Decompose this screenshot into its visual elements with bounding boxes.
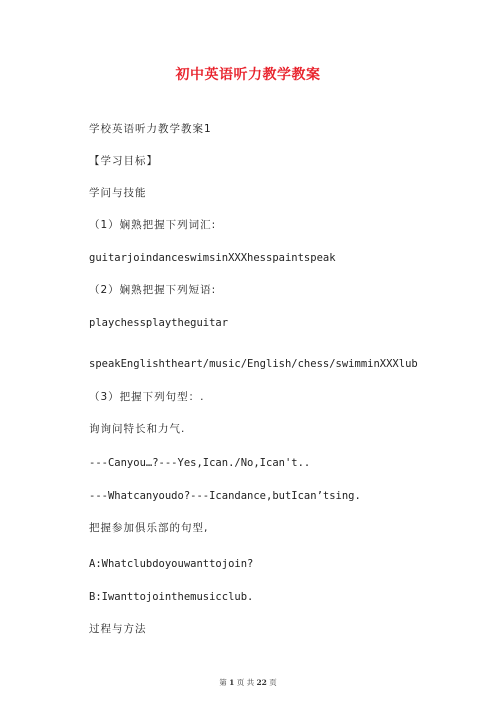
page-footer (0, 677, 496, 688)
dialogue-line-2: ---Whatcanyoudo?---Icandance,butIcan’tsing. (89, 490, 361, 502)
knowledge-skills-heading: 学问与技能 (89, 187, 147, 199)
total-pages-number: 22 (256, 678, 267, 687)
process-methods-heading: 过程与方法 (89, 623, 147, 635)
vocab-words: guitarjoindanceswimsinXXXhesspaintspeak (89, 252, 336, 264)
dialogue-a: A:Whatclubdoyouwanttojoin? (89, 558, 254, 570)
footer-middle: 页 共 (236, 678, 255, 687)
phrases-item: （2）娴熟把握下列短语: (89, 284, 217, 296)
document-title: 初中英语听力教学教案 (175, 67, 321, 83)
learning-goals-heading: 【学习目标】 (89, 155, 158, 167)
dialogue-line-1: ---Canyou…?---Yes,Ican./No,Ican't.. (89, 457, 311, 469)
vocab-item: （1）娴熟把握下列词汇: (89, 219, 217, 231)
footer-prefix: 第 (219, 678, 227, 687)
dialogue-b: B:Iwanttojointhemusicclub. (89, 591, 254, 603)
ask-ability-line: 询询问特长和力气. (89, 423, 186, 435)
club-pattern-line: 把握参加俱乐部的句型, (89, 522, 209, 534)
phrases-line-1: playchessplaytheguitar (89, 317, 229, 329)
sentence-patterns-item: （3）把握下列句型：. (89, 391, 205, 403)
section-heading: 学校英语听力教学教案1 (89, 123, 212, 135)
current-page-number: 1 (229, 678, 235, 687)
phrases-line-2: speakEnglishtheart/music/English/chess/swimminXXXlub (89, 358, 418, 370)
footer-suffix: 页 (269, 678, 277, 687)
